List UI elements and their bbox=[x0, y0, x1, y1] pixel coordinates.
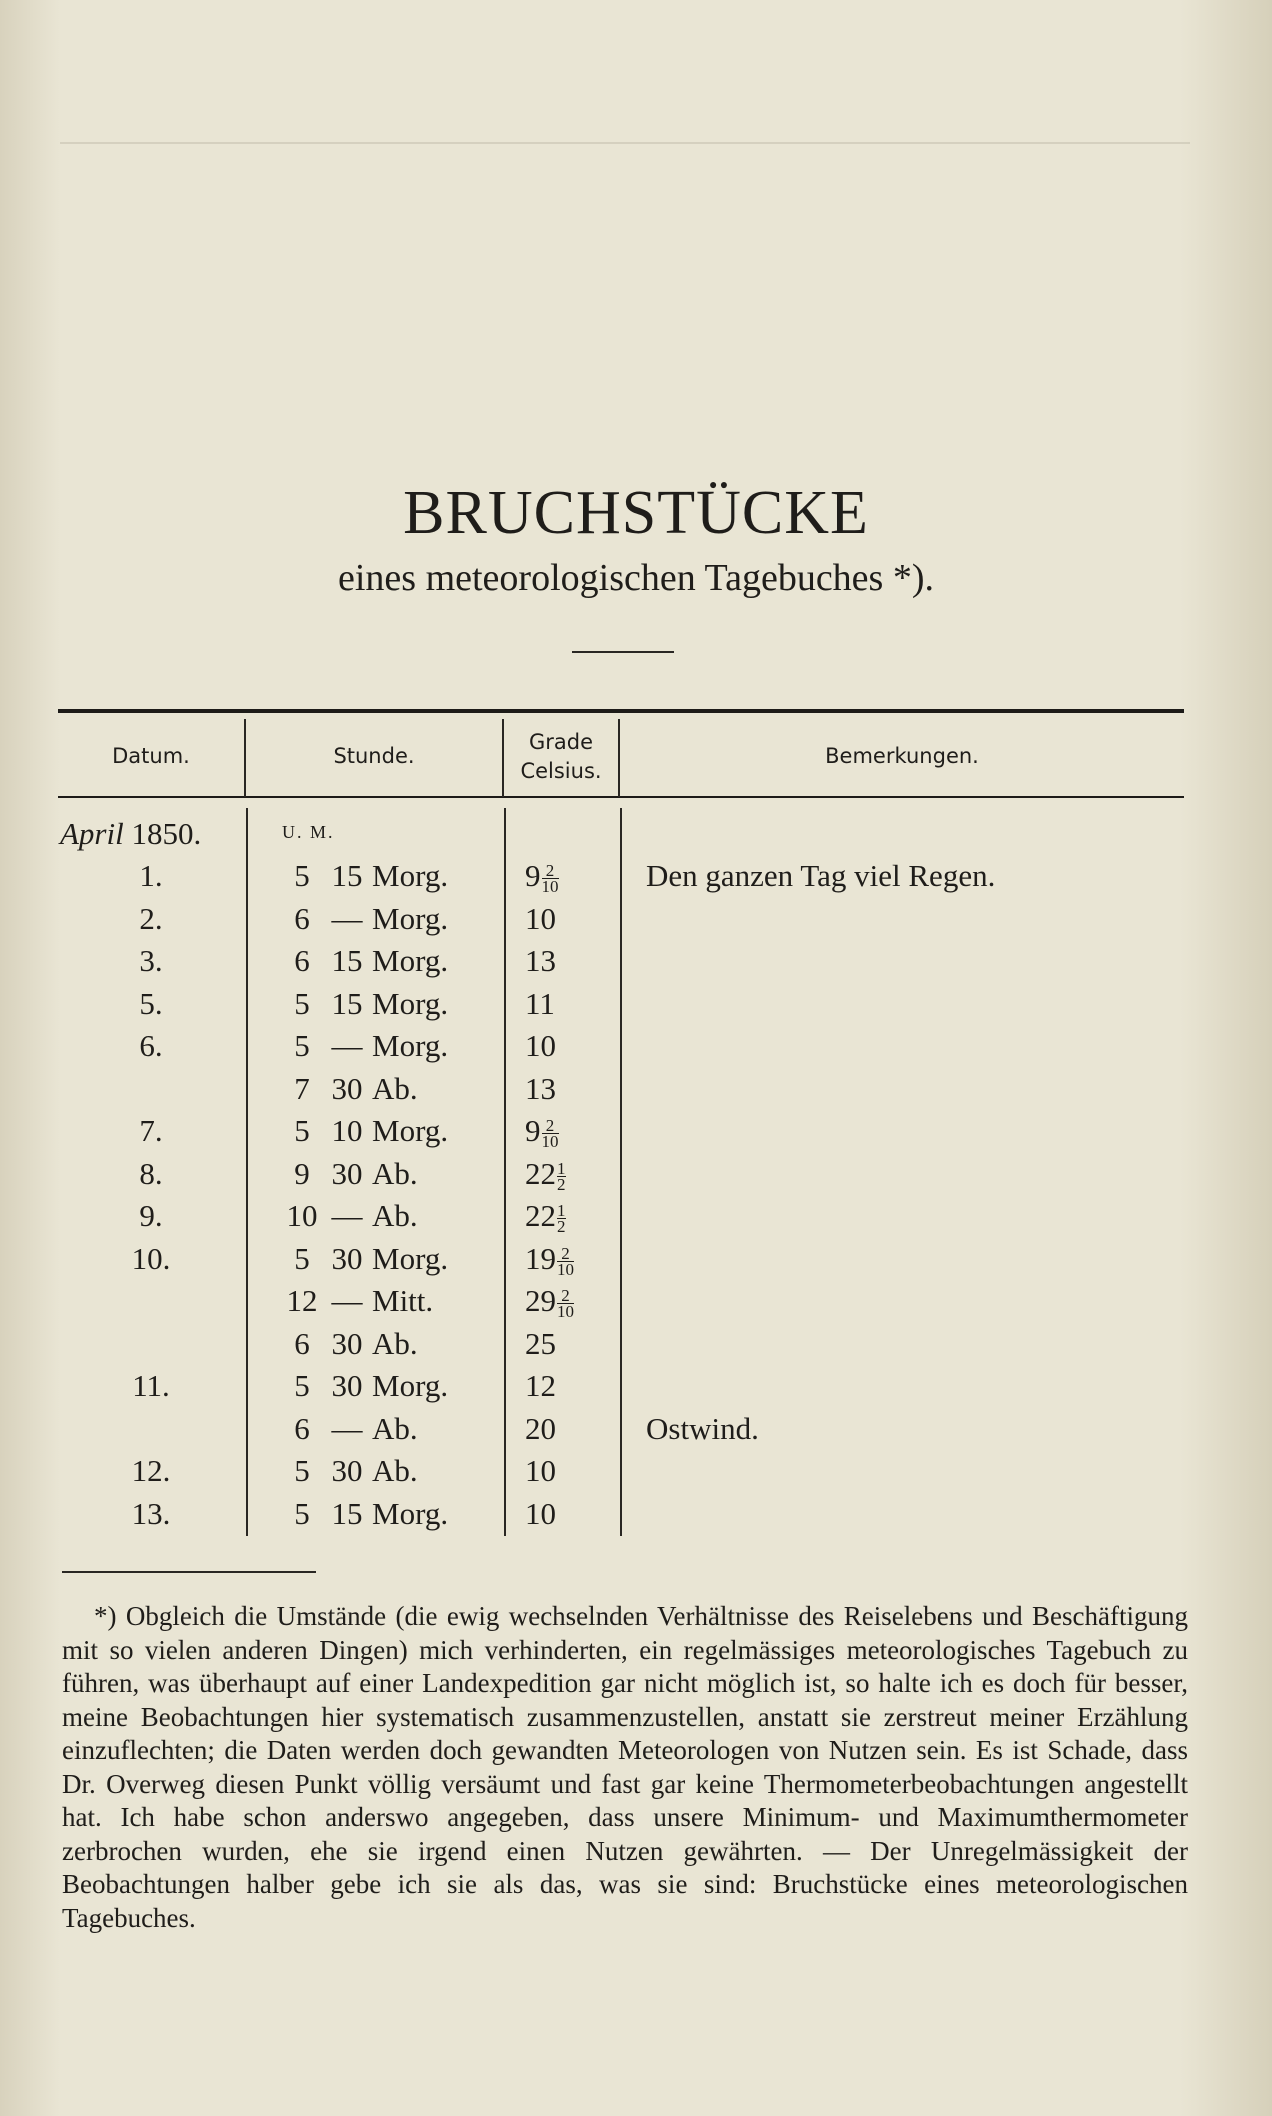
temperature-whole: 10 bbox=[525, 1495, 556, 1531]
row-date: 11. bbox=[132, 1368, 170, 1403]
year: 1850. bbox=[131, 816, 202, 851]
row-period: Ab. bbox=[372, 1155, 418, 1191]
table-row bbox=[0, 1496, 1272, 1538]
row-remark: Ostwind. bbox=[646, 1410, 759, 1446]
row-temperature bbox=[525, 901, 556, 937]
row-temperature bbox=[525, 1198, 566, 1237]
temperature-whole: 9 bbox=[525, 858, 541, 893]
row-date: 9. bbox=[139, 1198, 163, 1233]
fraction-numerator: 2 bbox=[545, 1116, 555, 1136]
header-stunde: Stunde. bbox=[333, 744, 415, 768]
row-hour: 5 bbox=[294, 1495, 310, 1531]
row-temperature bbox=[525, 986, 555, 1022]
row-minute: 15 bbox=[331, 985, 363, 1021]
month-row bbox=[0, 816, 1272, 858]
fraction-denominator: 10 bbox=[541, 877, 559, 897]
row-temperature bbox=[525, 1241, 574, 1277]
row-hour: 12 bbox=[286, 1283, 318, 1318]
row-hour: 5 bbox=[294, 1028, 310, 1063]
fraction-numerator: 2 bbox=[545, 861, 555, 881]
table-row bbox=[0, 1453, 1272, 1495]
row-period: Ab. bbox=[372, 1070, 418, 1106]
header-grade-line2: Celsius. bbox=[520, 759, 602, 783]
table-row bbox=[0, 1113, 1272, 1155]
row-temperature bbox=[525, 1113, 559, 1152]
footnote-rule bbox=[62, 1571, 316, 1573]
temperature-whole: 12 bbox=[525, 1368, 556, 1403]
row-temperature bbox=[525, 858, 559, 897]
row-hour: 6 bbox=[294, 900, 310, 936]
row-minute: 15 bbox=[331, 943, 363, 978]
row-period: Morg. bbox=[372, 1240, 449, 1276]
row-minute: — bbox=[331, 1283, 363, 1318]
fraction-numerator: 1 bbox=[557, 1158, 566, 1178]
row-period: Morg. bbox=[372, 985, 449, 1021]
row-minute: 30 bbox=[331, 1155, 363, 1191]
row-date: 5. bbox=[139, 985, 163, 1021]
row-hour: 9 bbox=[294, 1155, 310, 1191]
row-date: 8. bbox=[139, 1155, 163, 1191]
row-hour: 5 bbox=[294, 1453, 310, 1488]
row-minute: — bbox=[331, 1410, 363, 1446]
row-minute: 10 bbox=[331, 1113, 363, 1148]
row-period: Morg. bbox=[372, 1113, 449, 1148]
row-temperature bbox=[525, 1283, 574, 1322]
temperature-whole: 22 bbox=[525, 1155, 556, 1191]
temperature-fraction bbox=[557, 1158, 566, 1194]
temperature-whole: 10 bbox=[525, 1028, 556, 1063]
table-row bbox=[0, 1071, 1272, 1113]
table-row bbox=[0, 1028, 1272, 1070]
row-remark: Den ganzen Tag viel Regen. bbox=[646, 858, 996, 893]
row-minute: 30 bbox=[331, 1368, 363, 1403]
temperature-fraction bbox=[541, 1116, 559, 1152]
row-date: 6. bbox=[139, 1028, 163, 1063]
row-temperature bbox=[525, 943, 556, 979]
temperature-fraction bbox=[541, 861, 559, 897]
row-hour: 5 bbox=[294, 1240, 310, 1276]
row-period: Morg. bbox=[372, 1028, 449, 1063]
fraction-denominator: 10 bbox=[557, 1259, 574, 1279]
temperature-whole: 29 bbox=[525, 1283, 556, 1318]
row-minute: 15 bbox=[331, 858, 363, 893]
row-hour: 6 bbox=[294, 1410, 310, 1446]
row-minute: 30 bbox=[331, 1070, 363, 1106]
row-temperature bbox=[525, 1453, 556, 1489]
row-minute: 30 bbox=[331, 1453, 363, 1488]
row-minute: — bbox=[331, 1198, 363, 1233]
table-row bbox=[0, 1326, 1272, 1368]
footnote-text: *) Obgleich die Umstände (die ewig wechselnden Verhältnisse des Reiselebens und Beschäftigung mit so vielen anderen Dingen) mich verhinderten, ein regelmässiges meteorologisches Tagebuch zu führen, was überhaupt auf einer Landexpedition gar nicht möglich ist, so halte ich es doch für besser, meine Beobachtungen hier systematisch zusammenzustellen, anstatt sie zerstreut meiner Erzählung einzuflechten; die Daten werden doch gewandten Meteorologen von Nutzen sein. Es ist Schade, dass Dr. Overweg diesen Punkt völlig versäumt und fast gar keine Thermometerbeobachtungen angestellt hat. Ich habe schon anderswo angegeben, dass unsere Minimum- und Maximumthermometer zerbrochen wurden, ehe sie irgend einen Nutzen gewährten. — Der Unregelmässigkeit der Beobachtungen halber gebe ich sie als das, was sie sind: Bruchstücke eines meteorologischen Tagebuches. bbox=[62, 1601, 1188, 1933]
row-temperature bbox=[525, 1156, 566, 1192]
row-temperature bbox=[525, 1071, 556, 1107]
table-row bbox=[0, 943, 1272, 985]
temperature-whole: 9 bbox=[525, 1113, 541, 1148]
row-minute: 15 bbox=[331, 1495, 363, 1531]
row-period: Morg. bbox=[372, 1495, 449, 1531]
temperature-fraction bbox=[557, 1201, 566, 1237]
row-temperature bbox=[525, 1368, 556, 1404]
row-period: Ab. bbox=[372, 1325, 418, 1361]
row-hour: 5 bbox=[294, 985, 310, 1021]
row-minute: — bbox=[331, 1028, 363, 1063]
table-row bbox=[0, 901, 1272, 943]
row-date: 12. bbox=[131, 1453, 171, 1488]
row-minute: 30 bbox=[331, 1325, 363, 1361]
row-date: 13. bbox=[131, 1495, 171, 1531]
temperature-fraction bbox=[557, 1243, 574, 1279]
time-unit-header: U. M. bbox=[282, 822, 335, 842]
row-period: Ab. bbox=[372, 1410, 418, 1446]
row-date: 10. bbox=[131, 1240, 171, 1276]
row-date: 3. bbox=[139, 943, 163, 978]
row-period: Morg. bbox=[372, 858, 449, 893]
fraction-denominator: 10 bbox=[541, 1132, 559, 1152]
row-period: Morg. bbox=[372, 943, 449, 978]
table-top-rule bbox=[58, 709, 1184, 713]
temperature-whole: 20 bbox=[525, 1410, 556, 1446]
row-temperature bbox=[525, 1326, 556, 1362]
row-hour: 6 bbox=[294, 1325, 310, 1361]
page-subtitle: eines meteorologischen Tagebuches *). bbox=[338, 557, 934, 599]
title-divider bbox=[572, 651, 674, 653]
row-temperature bbox=[525, 1028, 556, 1064]
fraction-numerator: 2 bbox=[561, 1243, 570, 1263]
month-label bbox=[60, 816, 201, 852]
table-row bbox=[0, 986, 1272, 1028]
header-bemerkungen: Bemerkungen. bbox=[825, 744, 979, 768]
page-title: BRUCHSTÜCKE bbox=[403, 479, 869, 547]
row-hour: 5 bbox=[294, 1113, 310, 1148]
temperature-whole: 10 bbox=[525, 900, 556, 936]
row-period: Morg. bbox=[372, 1368, 449, 1403]
row-temperature bbox=[525, 1411, 556, 1447]
row-period: Ab. bbox=[372, 1453, 418, 1488]
table-header-rule bbox=[58, 796, 1184, 798]
fraction-numerator: 2 bbox=[561, 1286, 570, 1306]
month-name: April bbox=[60, 816, 124, 851]
row-period: Ab. bbox=[372, 1198, 418, 1233]
table-row bbox=[0, 858, 1272, 900]
temperature-fraction bbox=[557, 1286, 574, 1322]
row-hour: 7 bbox=[294, 1070, 310, 1106]
row-temperature bbox=[525, 1496, 556, 1532]
row-minute: — bbox=[331, 900, 363, 936]
row-period: Morg. bbox=[372, 900, 449, 936]
fraction-denominator: 2 bbox=[557, 1217, 566, 1237]
temperature-whole: 11 bbox=[525, 985, 555, 1021]
table-row bbox=[0, 1198, 1272, 1240]
row-hour: 6 bbox=[294, 943, 310, 978]
fraction-denominator: 2 bbox=[557, 1174, 566, 1194]
table-row bbox=[0, 1156, 1272, 1198]
header-datum: Datum. bbox=[112, 744, 190, 768]
header-grade-line1: Grade bbox=[528, 730, 594, 754]
temperature-whole: 10 bbox=[525, 1453, 556, 1488]
row-date: 1. bbox=[139, 858, 163, 893]
row-date: 7. bbox=[139, 1113, 163, 1148]
fraction-denominator: 10 bbox=[557, 1302, 574, 1322]
row-minute: 30 bbox=[331, 1240, 363, 1276]
table-row bbox=[0, 1241, 1272, 1283]
table-row bbox=[0, 1283, 1272, 1325]
row-hour: 5 bbox=[294, 1368, 310, 1403]
row-hour: 10 bbox=[286, 1198, 318, 1233]
row-date: 2. bbox=[139, 900, 163, 936]
table-row bbox=[0, 1368, 1272, 1410]
temperature-whole: 19 bbox=[525, 1240, 556, 1276]
row-period: Mitt. bbox=[372, 1283, 434, 1318]
bleed-through-rule bbox=[60, 142, 1190, 144]
table-row bbox=[0, 1411, 1272, 1453]
fraction-numerator: 1 bbox=[557, 1201, 566, 1221]
header-grade bbox=[504, 728, 618, 786]
temperature-whole: 13 bbox=[525, 943, 556, 978]
temperature-whole: 13 bbox=[525, 1070, 556, 1106]
temperature-whole: 25 bbox=[525, 1325, 556, 1361]
row-hour: 5 bbox=[294, 858, 310, 893]
temperature-whole: 22 bbox=[525, 1198, 556, 1233]
